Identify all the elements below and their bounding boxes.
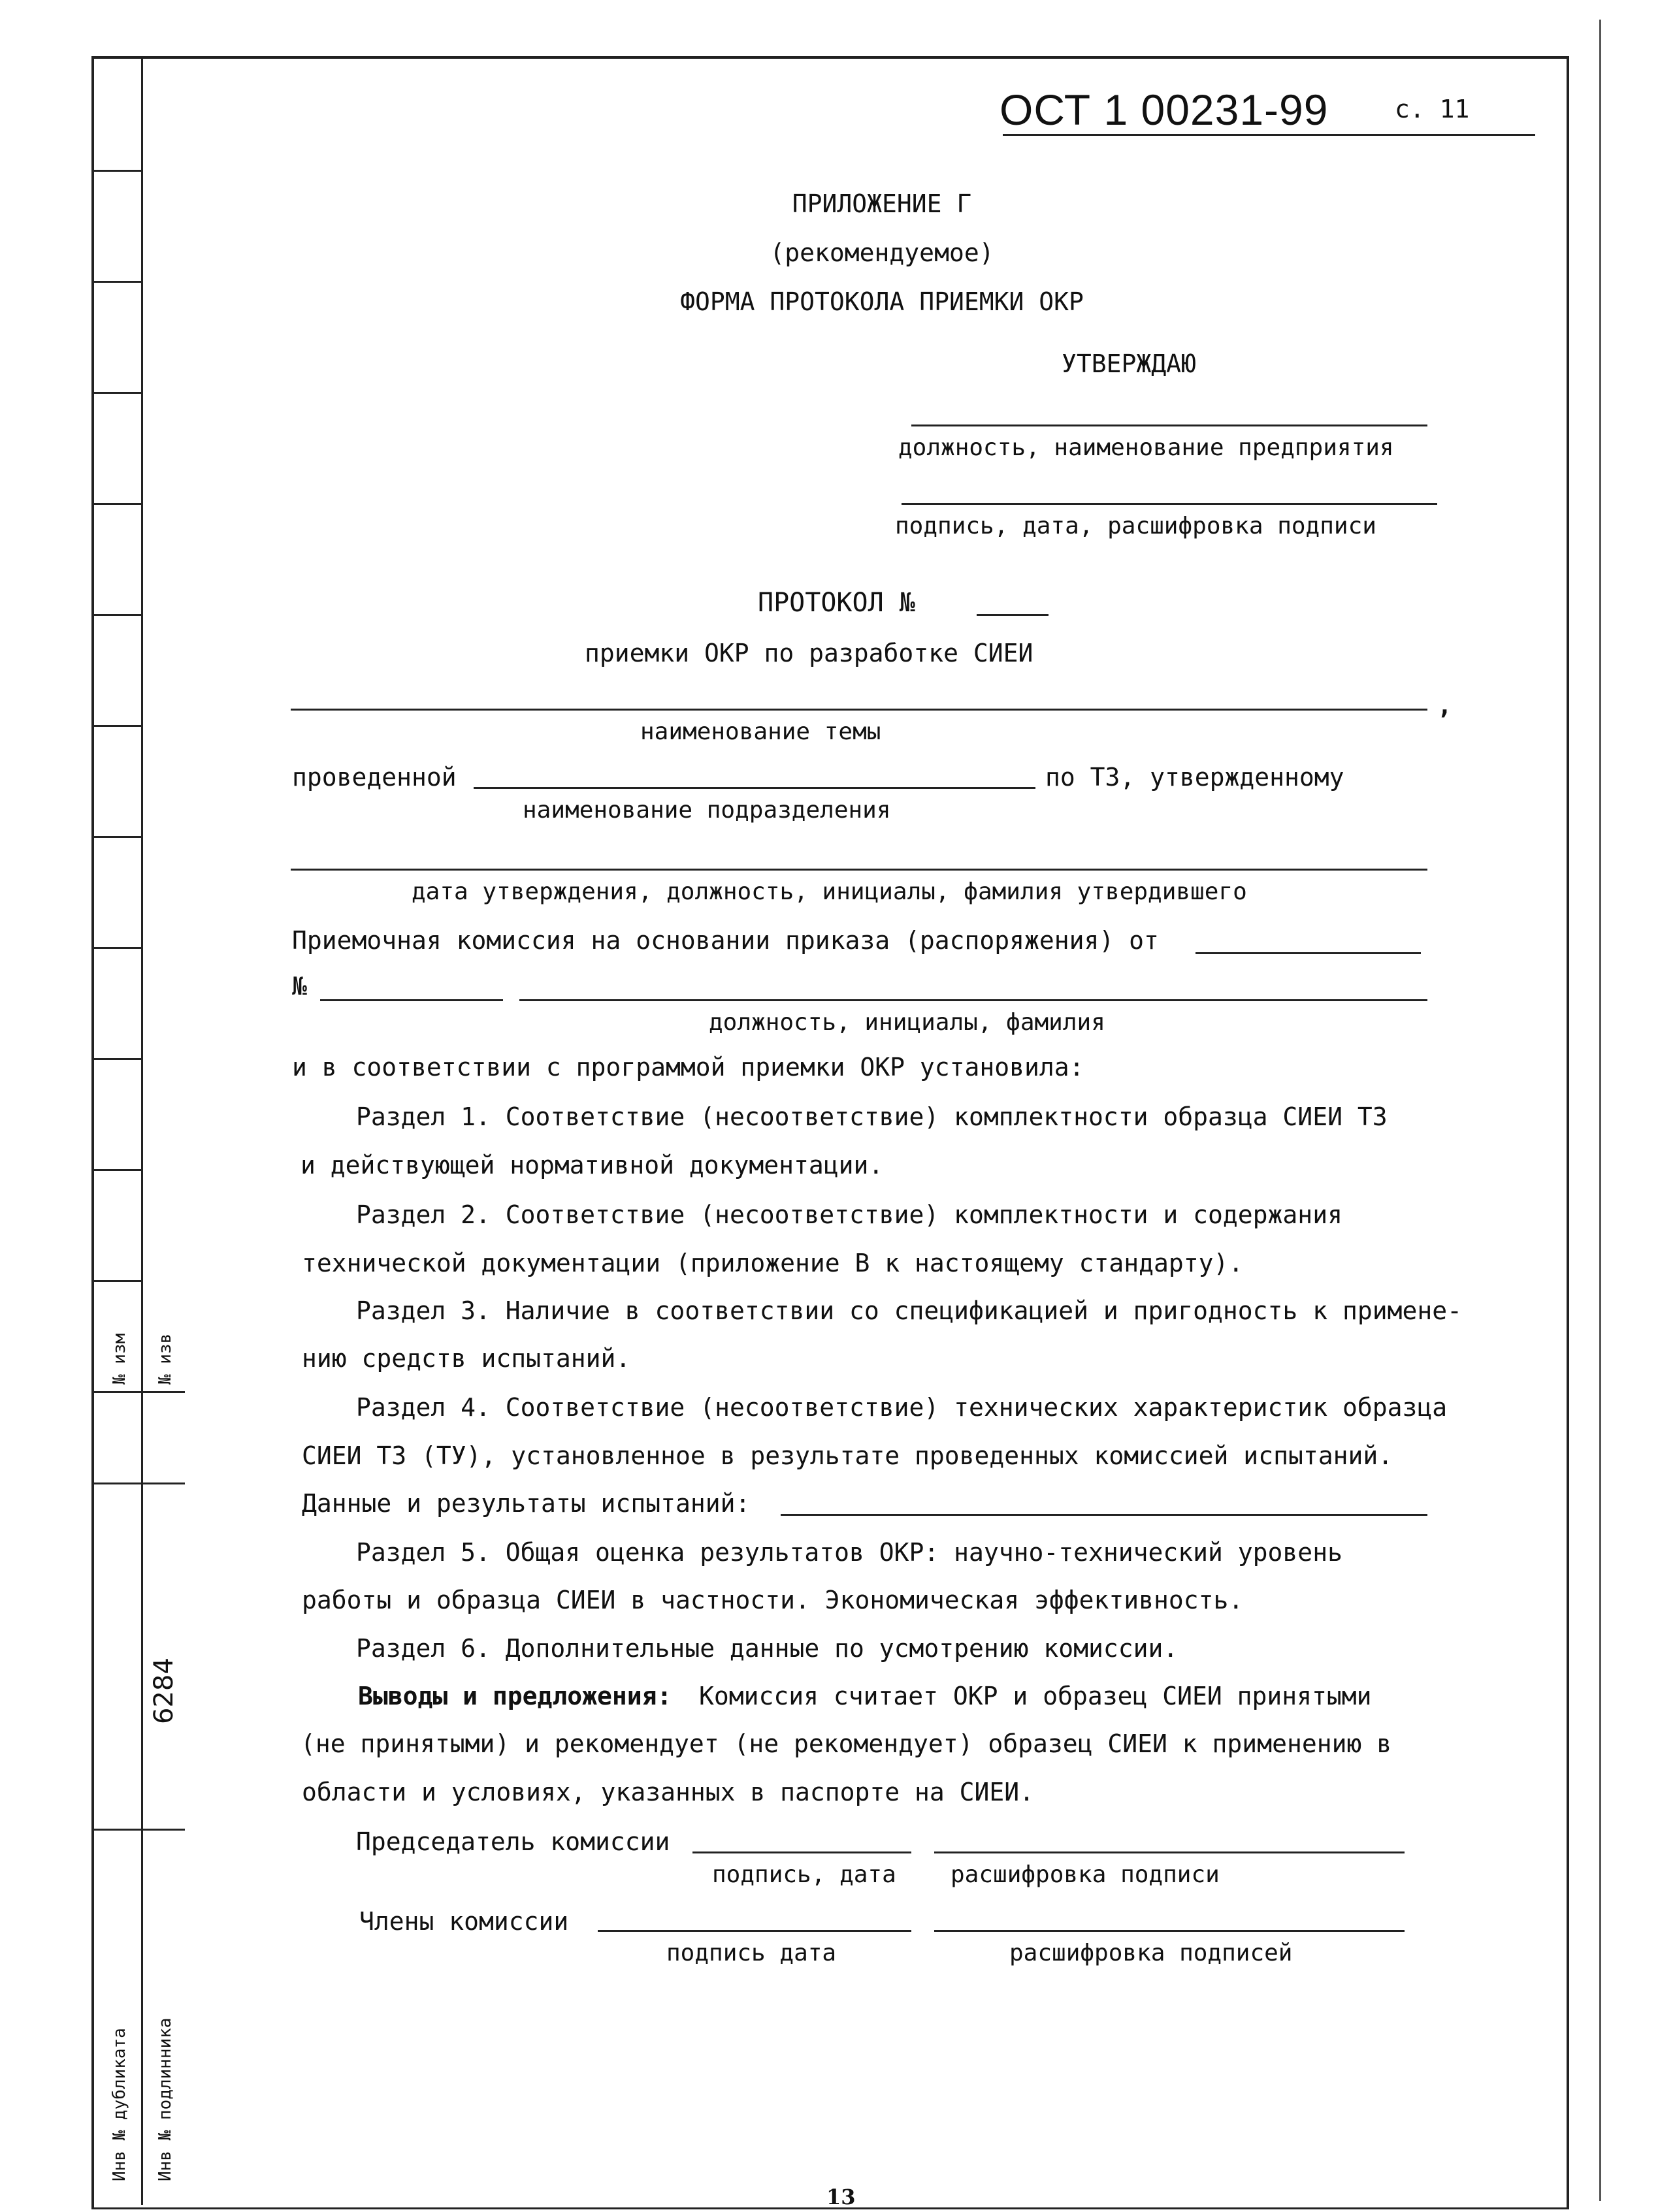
per-tz-label: по ТЗ, утвержденному	[1045, 763, 1344, 792]
section-5-line-1: Раздел 5. Общая оценка результатов ОКР: научно-технический уровень	[356, 1538, 1342, 1567]
test-results-field[interactable]	[781, 1514, 1427, 1516]
order-date-field[interactable]	[1195, 952, 1421, 954]
commission-order-label: Приемочная комиссия на основании приказа (распоряжения) от	[292, 926, 1159, 955]
strip-divider	[91, 1391, 185, 1393]
side-strip	[91, 56, 187, 2209]
topic-caption: наименование темы	[640, 718, 881, 745]
strip-tick	[91, 1169, 141, 1171]
strip-label-dubl: Инв № дубликата	[110, 2028, 129, 2181]
document-id: ОСТ 1 00231-99	[1000, 86, 1329, 134]
section-3-line-2: нию средств испытаний.	[302, 1344, 631, 1373]
members-decode-caption: расшифровка подписей	[1009, 1940, 1293, 1966]
commission-members-field[interactable]	[519, 999, 1427, 1001]
section-4-line-1: Раздел 4. Соответствие (несоответствие) технических характеристик образца	[356, 1393, 1448, 1422]
protocol-number-field[interactable]	[977, 614, 1049, 616]
section-4-line-3: Данные и результаты испытаний:	[302, 1489, 751, 1518]
order-number-sign: №	[292, 972, 307, 1001]
department-caption: наименование подразделения	[523, 797, 891, 824]
section-6-line-1: Раздел 6. Дополнительные данные по усмотрению комиссии.	[356, 1634, 1179, 1663]
approve-caption-2: подпись, дата, расшифровка подписи	[895, 513, 1376, 539]
strip-tick	[91, 836, 141, 838]
scan-edge-line	[1599, 20, 1601, 2201]
strip-tick	[91, 503, 141, 505]
section-2-line-1: Раздел 2. Соответствие (несоответствие) комплектности и содержания	[356, 1200, 1342, 1229]
section-4-line-2: СИЕИ ТЗ (ТУ), установленное в результате проведенных комиссией испытаний.	[302, 1441, 1393, 1470]
topic-comma: ,	[1437, 691, 1452, 720]
chair-label: Председатель комиссии	[356, 1827, 670, 1856]
page-label: с. 11	[1395, 95, 1470, 123]
strip-divider	[91, 1829, 185, 1831]
approval-field[interactable]	[291, 869, 1427, 871]
strip-tick	[91, 947, 141, 949]
approve-line-2	[902, 503, 1437, 505]
section-2-line-2: технической документации (приложение В к настоящему стандарту).	[302, 1249, 1244, 1277]
section-3-line-1: Раздел 3. Наличие в соответствии со спецификацией и пригодность к примене-	[356, 1296, 1462, 1325]
section-1-line-1: Раздел 1. Соответствие (несоответствие) комплектности образца СИЕИ ТЗ	[356, 1102, 1388, 1131]
strip-inv-number: 6284	[149, 1658, 179, 1724]
strip-tick	[91, 1280, 141, 1282]
department-field[interactable]	[474, 787, 1035, 789]
members-sign-caption: подпись дата	[666, 1940, 837, 1966]
strip-tick	[91, 281, 141, 283]
chair-signature-field[interactable]	[692, 1851, 911, 1853]
strip-divider	[91, 1483, 185, 1484]
strip-label-podl: Инв № подлинника	[155, 2017, 175, 2181]
side-strip-divider	[141, 56, 143, 2205]
members-label: Члены комиссии	[359, 1907, 569, 1936]
section-1-line-2: и действующей нормативной документации.	[301, 1151, 884, 1179]
section-5-line-2: работы и образца СИЕИ в частности. Экономическая эффективность.	[302, 1586, 1244, 1614]
conducted-label: проведенной	[292, 763, 457, 792]
established-text: и в соответствии с программой приемки ОКР установила:	[292, 1053, 1084, 1082]
strip-tick	[91, 1058, 141, 1060]
conclusions-line-1: Комиссия считает ОКР и образец СИЕИ принятыми	[699, 1682, 1372, 1710]
strip-tick	[91, 614, 141, 616]
protocol-title: ПРОТОКОЛ №	[758, 588, 915, 618]
conclusions-label: Выводы и предложения:	[358, 1682, 672, 1710]
strip-tick	[91, 725, 141, 727]
order-number-field[interactable]	[320, 999, 503, 1001]
form-title: ФОРМА ПРОТОКОЛА ПРИЕМКИ ОКР	[680, 287, 1084, 316]
protocol-subtitle: приемки ОКР по разработке СИЕИ	[585, 639, 1033, 667]
appendix-title: ПРИЛОЖЕНИЕ Г	[792, 189, 972, 218]
members-caption: должность, инициалы, фамилия	[709, 1009, 1105, 1036]
chair-sign-caption: подпись, дата	[712, 1861, 896, 1888]
strip-label-izv: № изв	[155, 1333, 175, 1385]
approve-caption-1: должность, наименование предприятия	[898, 434, 1394, 461]
members-decode-field[interactable]	[934, 1930, 1405, 1932]
approve-label: УТВЕРЖДАЮ	[1062, 349, 1196, 378]
strip-label-izm: № изм	[110, 1333, 129, 1385]
strip-tick	[91, 170, 141, 172]
approve-line-1	[911, 425, 1427, 426]
topic-field[interactable]	[291, 709, 1427, 711]
strip-tick	[91, 392, 141, 394]
chair-decode-caption: расшифровка подписи	[951, 1861, 1220, 1888]
conclusions-line-3: области и условиях, указанных в паспорте на СИЕИ.	[302, 1778, 1035, 1806]
chair-decode-field[interactable]	[934, 1851, 1405, 1853]
members-signature-field[interactable]	[598, 1930, 911, 1932]
conclusions-line-2: (не принятыми) и рекомендует (не рекомендует) образец СИЕИ к применению в	[301, 1729, 1392, 1758]
approval-caption: дата утверждения, должность, инициалы, фамилия утвердившего	[412, 878, 1247, 905]
page-number: 13	[826, 2185, 856, 2209]
appendix-status: (рекомендуемое)	[770, 238, 994, 267]
document-id-underline	[1003, 134, 1535, 136]
